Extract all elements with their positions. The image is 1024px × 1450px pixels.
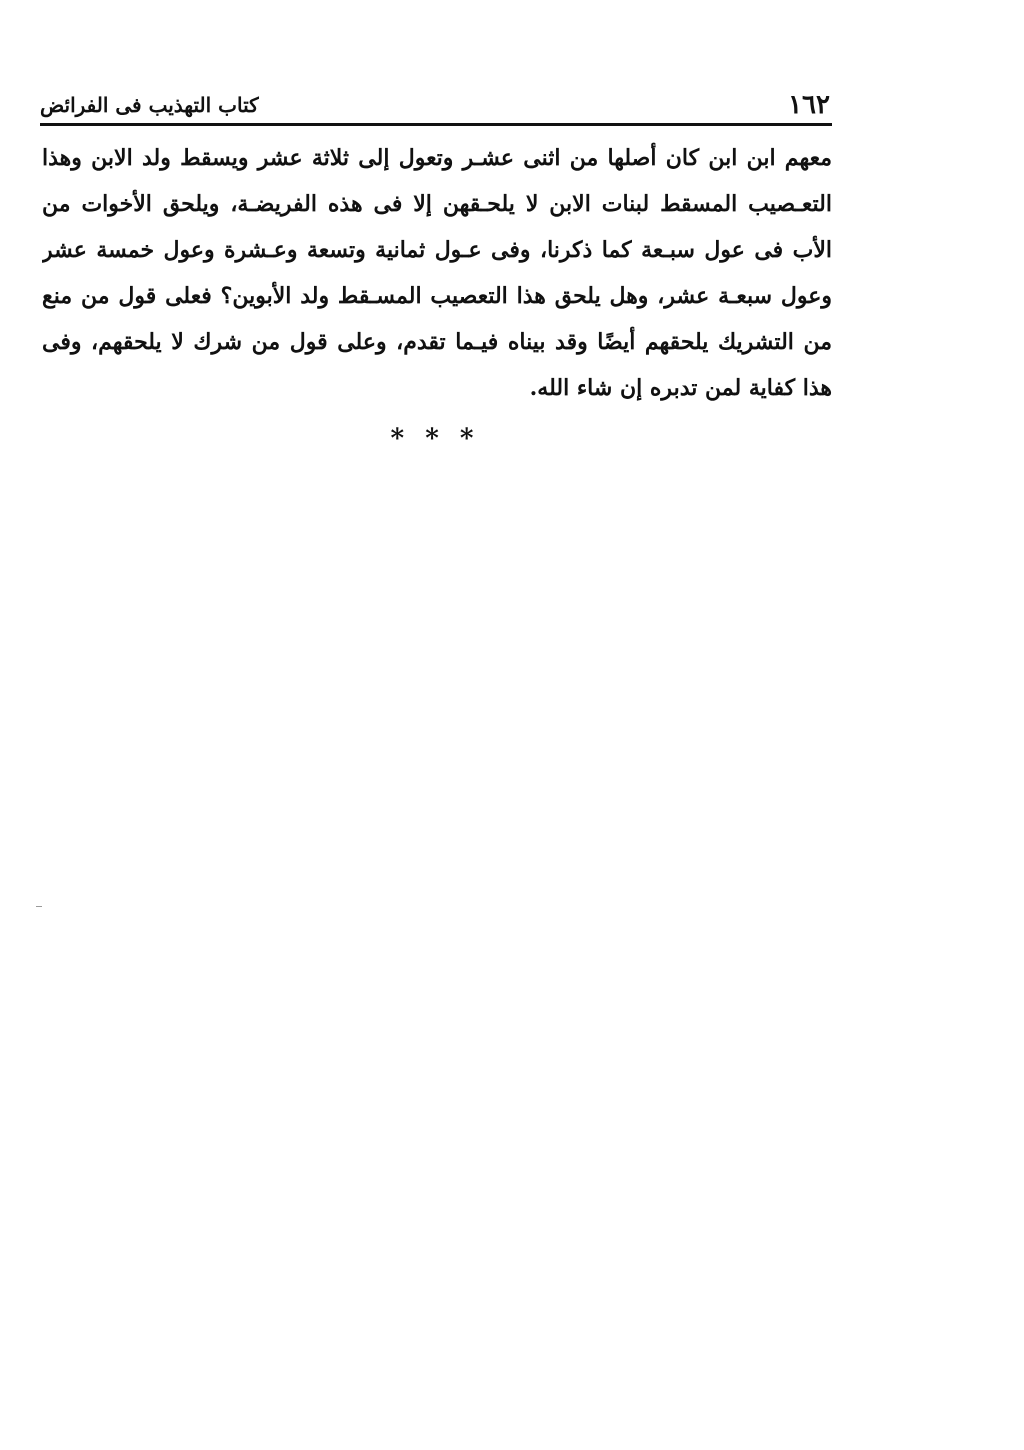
text-line: من التشريك يلحقهم أيضًا وقد بيناه فيـما تقدم، وعلى قول من شرك لا يلحقهم، وفى [42, 329, 832, 355]
page-header [40, 88, 830, 122]
header-rule [40, 123, 832, 126]
body-paragraph [42, 135, 832, 411]
page-number: ١٦٢ [788, 90, 830, 120]
text-line: هذا كفاية لمن تدبره إن شاء الله. [529, 375, 832, 401]
text-line: معهم ابن ابن كان أصلها من اثنى عشـر وتعول إلى ثلاثة عشر ويسقط ولد الابن وهذا [42, 145, 832, 171]
text-line: الأب فى عول سبـعة كما ذكرنا، وفى عـول ثمانية وتسعة وعـشرة وعول خمسة عشر [42, 237, 832, 263]
text-line: التعـصيب المسقط لبنات الابن لا يلحـقهن إلا فى هذه الفريضـة، ويلحق الأخوات من [42, 191, 832, 217]
text-line: وعول سبعـة عشر، وهل يلحق هذا التعصيب المسـقط ولد الأبوين؟ فعلى قول من منع [42, 283, 832, 309]
scan-mark [36, 906, 42, 907]
running-title: كتاب التهذيب فى الفرائض [40, 93, 259, 117]
section-separator: * * * [390, 424, 480, 454]
